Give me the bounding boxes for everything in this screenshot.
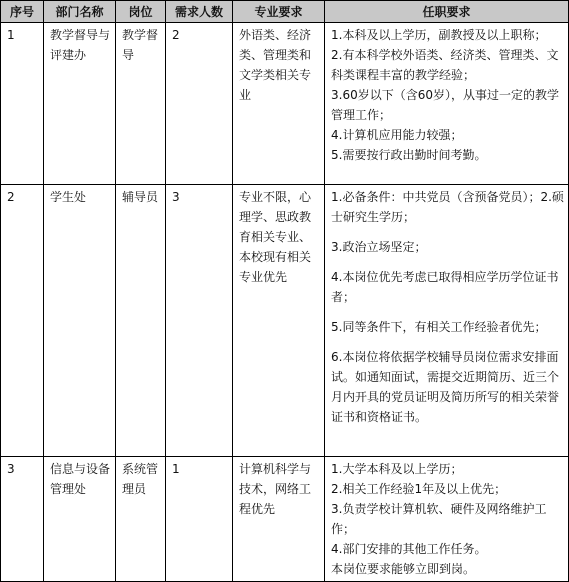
requirement-item: 1.本科及以上学历，副教授及以上职称； [331, 28, 547, 42]
requirement-item: 5.同等条件下，有相关工作经验者优先； [331, 320, 547, 334]
cell-dept: 信息与设备管理处 [44, 457, 116, 582]
header-count: 需求人数 [166, 1, 233, 23]
cell-position: 系统管理员 [116, 457, 166, 582]
requirement-item: 5.需要按行政出勤时间考勤。 [331, 148, 487, 162]
cell-major: 外语类、经济类、管理类和文学类相关专业 [233, 23, 325, 185]
requirement-item: 3.负责学校计算机软、硬件及网络维护工作； [331, 502, 547, 536]
cell-requirements [325, 185, 569, 457]
cell-no: 3 [1, 457, 44, 582]
requirement-item: 1.必备条件：中共党员（含预备党员）；2.硕士研究生学历； [331, 190, 564, 224]
requirement-item: 4.计算机应用能力较强； [331, 128, 463, 142]
cell-major: 计算机科学与技术，网络工程优先 [233, 457, 325, 582]
cell-dept: 学生处 [44, 185, 116, 457]
cell-position: 教学督导 [116, 23, 166, 185]
cell-no: 1 [1, 23, 44, 185]
cell-position: 辅导员 [116, 185, 166, 457]
cell-requirements [325, 457, 569, 582]
requirement-item: 3.政治立场坚定； [331, 240, 427, 254]
requirement-item: 3.60岁以下（含60岁），从事过一定的教学管理工作； [331, 88, 559, 122]
header-position: 岗位 [116, 1, 166, 23]
requirement-item: 4.部门安排的其他工作任务。 [331, 542, 487, 556]
cell-requirements [325, 23, 569, 185]
requirement-item: 4.本岗位优先考虑已取得相应学历学位证书者； [331, 270, 559, 304]
requirement-item: 1.大学本科及以上学历； [331, 462, 463, 476]
cell-count: 3 [166, 185, 233, 457]
cell-dept: 教学督导与评建办 [44, 23, 116, 185]
requirement-item: 2.有本科学校外语类、经济类、管理类、文科类课程丰富的教学经验； [331, 48, 559, 82]
table-row [1, 23, 569, 185]
header-major: 专业要求 [233, 1, 325, 23]
cell-count: 2 [166, 23, 233, 185]
table-header-row [1, 1, 569, 23]
requirement-item: 2.相关工作经验1年及以上优先； [331, 482, 507, 496]
table-row [1, 185, 569, 457]
cell-no: 2 [1, 185, 44, 457]
table-row [1, 457, 569, 582]
header-requirements: 任职要求 [325, 1, 569, 23]
cell-major: 专业不限，心理学、思政教育相关专业、本校现有相关专业优先 [233, 185, 325, 457]
requirement-item: 本岗位要求能够立即到岗。 [331, 562, 476, 576]
cell-count: 1 [166, 457, 233, 582]
header-no: 序号 [1, 1, 44, 23]
requirement-item: 6.本岗位将依据学校辅导员岗位需求安排面试。如通知面试，需提交近期简历、近三个月内开具的党员证明及简历所写的相关荣誉证书和资格证书。 [331, 350, 560, 424]
header-dept: 部门名称 [44, 1, 116, 23]
